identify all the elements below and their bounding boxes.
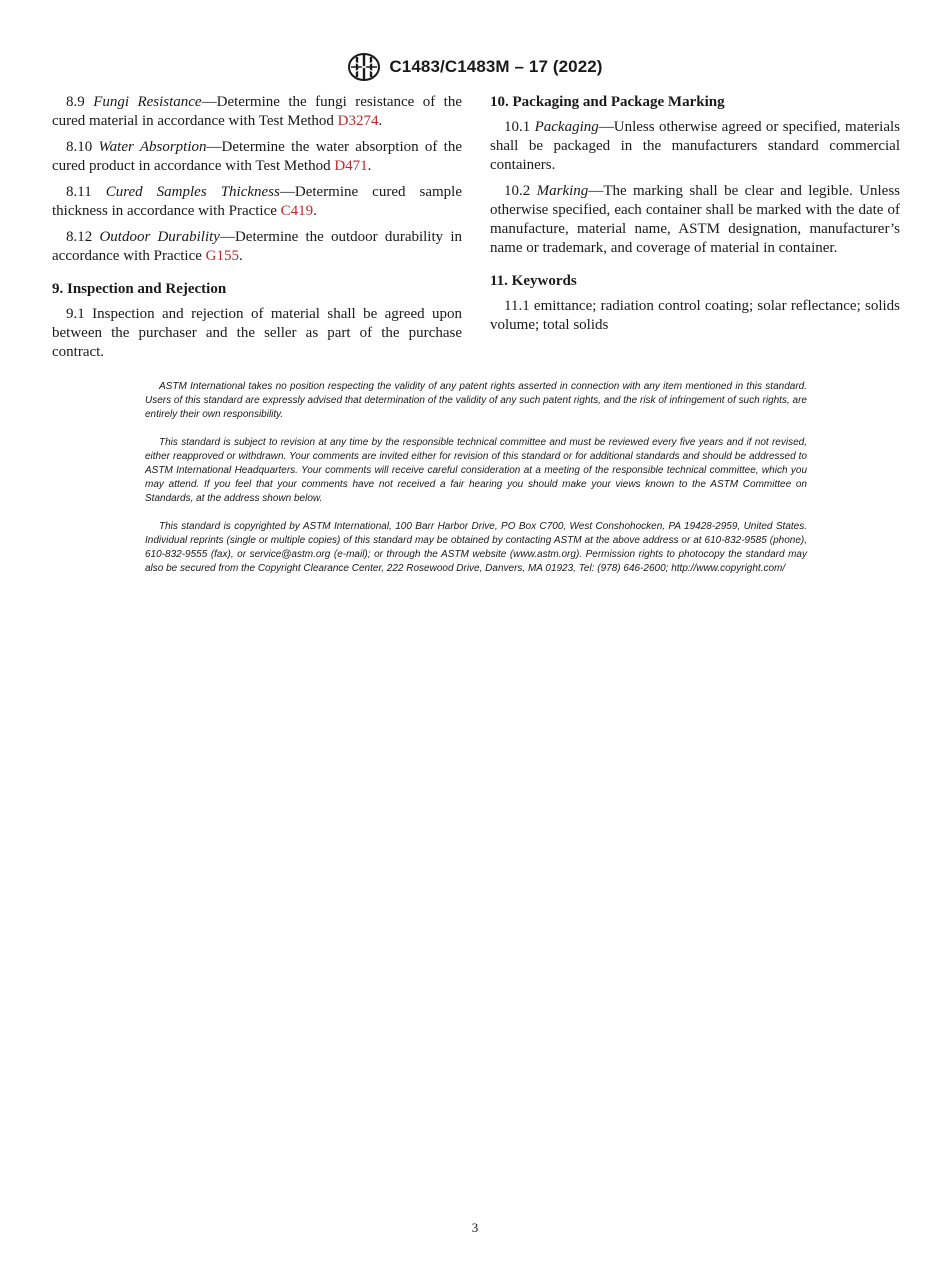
punctuation: . (239, 248, 243, 264)
section-title: Water Absorption (98, 139, 207, 155)
reference-link-g155[interactable]: G155 (205, 248, 240, 264)
document-designation: C1483/C1483M – 17 (2022) (389, 57, 603, 76)
section-title: Outdoor Durability (99, 229, 220, 245)
section-8-12 (52, 228, 462, 266)
section-number: 8.10 (66, 139, 93, 155)
section-8-9 (52, 93, 462, 131)
copyright-notice: This standard is copyrighted by ASTM International, 100 Barr Harbor Drive, PO Box C700, West Conshohocken, PA 19428-2959, United States. Individual reprints (single or multiple copies) of this standard may be obtained by contacting ASTM at the above address or at 610-832-9585 (phone), 610-832-9555 (fax), or service@astm.org (e-mail); or through the ASTM website (www.astm.org). Permission rights to photocopy the standard may also be secured from the Copyright Clearance Center, 222 Rosewood Drive, Danvers, MA 01923, Tel: (978) 646-2600; http://www.copyright.com/ (145, 521, 807, 574)
section-text: —Determine the water absorption of the cured product in accordance with Test Method (52, 139, 462, 174)
section-title: Marking (536, 183, 589, 199)
section-11-heading: 11. Keywords (490, 273, 577, 289)
right-column (490, 93, 900, 342)
section-11-1: 11.1 emittance; radiation control coating; solar reflectance; solids volume; total solids (490, 298, 900, 333)
section-number: 8.11 (66, 184, 92, 200)
section-text: —Determine cured sample thickness in accordance with Practice (52, 184, 462, 219)
section-title: Packaging (534, 119, 599, 135)
reference-link-c419[interactable]: C419 (280, 203, 314, 219)
section-text: —Unless otherwise agreed or specified, materials shall be packaged in the manufacturers standard commercial containers. (490, 119, 901, 173)
reference-link-d3274[interactable]: D3274 (337, 113, 379, 129)
punctuation: . (367, 158, 372, 174)
section-number: 8.9 (66, 94, 85, 110)
section-title: Fungi Resistance (93, 94, 202, 110)
section-9-1: 9.1 Inspection and rejection of material shall be agreed upon between the purchaser and the seller as part of the purchase contract. (52, 306, 462, 360)
left-column (52, 93, 462, 369)
page-header (0, 52, 950, 82)
patent-notice: ASTM International takes no position respecting the validity of any patent rights asserted in connection with any item mentioned in this standard. Users of this standard are expressly advised that determination of the validity of any such patent rights, and the risk of infringement of such rights, are entirely their own responsibility. (145, 381, 807, 420)
section-title: Cured Samples Thickness (105, 184, 280, 200)
section-number: 10.1 (504, 119, 531, 135)
section-number: 10.2 (504, 183, 531, 199)
section-9-heading: 9. Inspection and Rejection (52, 281, 227, 297)
punctuation: . (378, 113, 383, 129)
section-8-11 (52, 183, 462, 221)
astm-logo-icon (347, 52, 381, 82)
section-number: 8.12 (66, 229, 93, 245)
section-text: —The marking shall be clear and legible. Unless otherwise specified, each container shall be marked with the date of manufacture, material name, ASTM designation, manufacturer’s name or trademark, and coverage of material in container. (490, 183, 900, 256)
page-number: 3 (471, 1220, 479, 1235)
revision-notice: This standard is subject to revision at any time by the responsible technical committee and must be reviewed every five years and if not revised, either reapproved or withdrawn. Your comments are invited either for revision of this standard or for additional standards and should be addressed to ASTM International Headquarters. Your comments will receive careful consideration at a meeting of the responsible technical committee, which you may attend. If you feel that your comments have not received a fair hearing you should make your views known to the ASTM Committee on Standards, at the address shown below. (145, 437, 807, 504)
section-text: —Determine the fungi resistance of the cured material in accordance with Test Method (52, 94, 463, 129)
section-10-2 (490, 182, 900, 258)
punctuation: . (313, 203, 317, 219)
section-text: —Determine the outdoor durability in accordance with Practice (52, 229, 462, 264)
section-10-heading: 10. Packaging and Package Marking (490, 94, 725, 110)
reference-link-d471[interactable]: D471 (334, 158, 368, 174)
section-10-1 (490, 118, 900, 175)
legal-notices (145, 380, 807, 590)
section-8-10 (52, 138, 462, 176)
